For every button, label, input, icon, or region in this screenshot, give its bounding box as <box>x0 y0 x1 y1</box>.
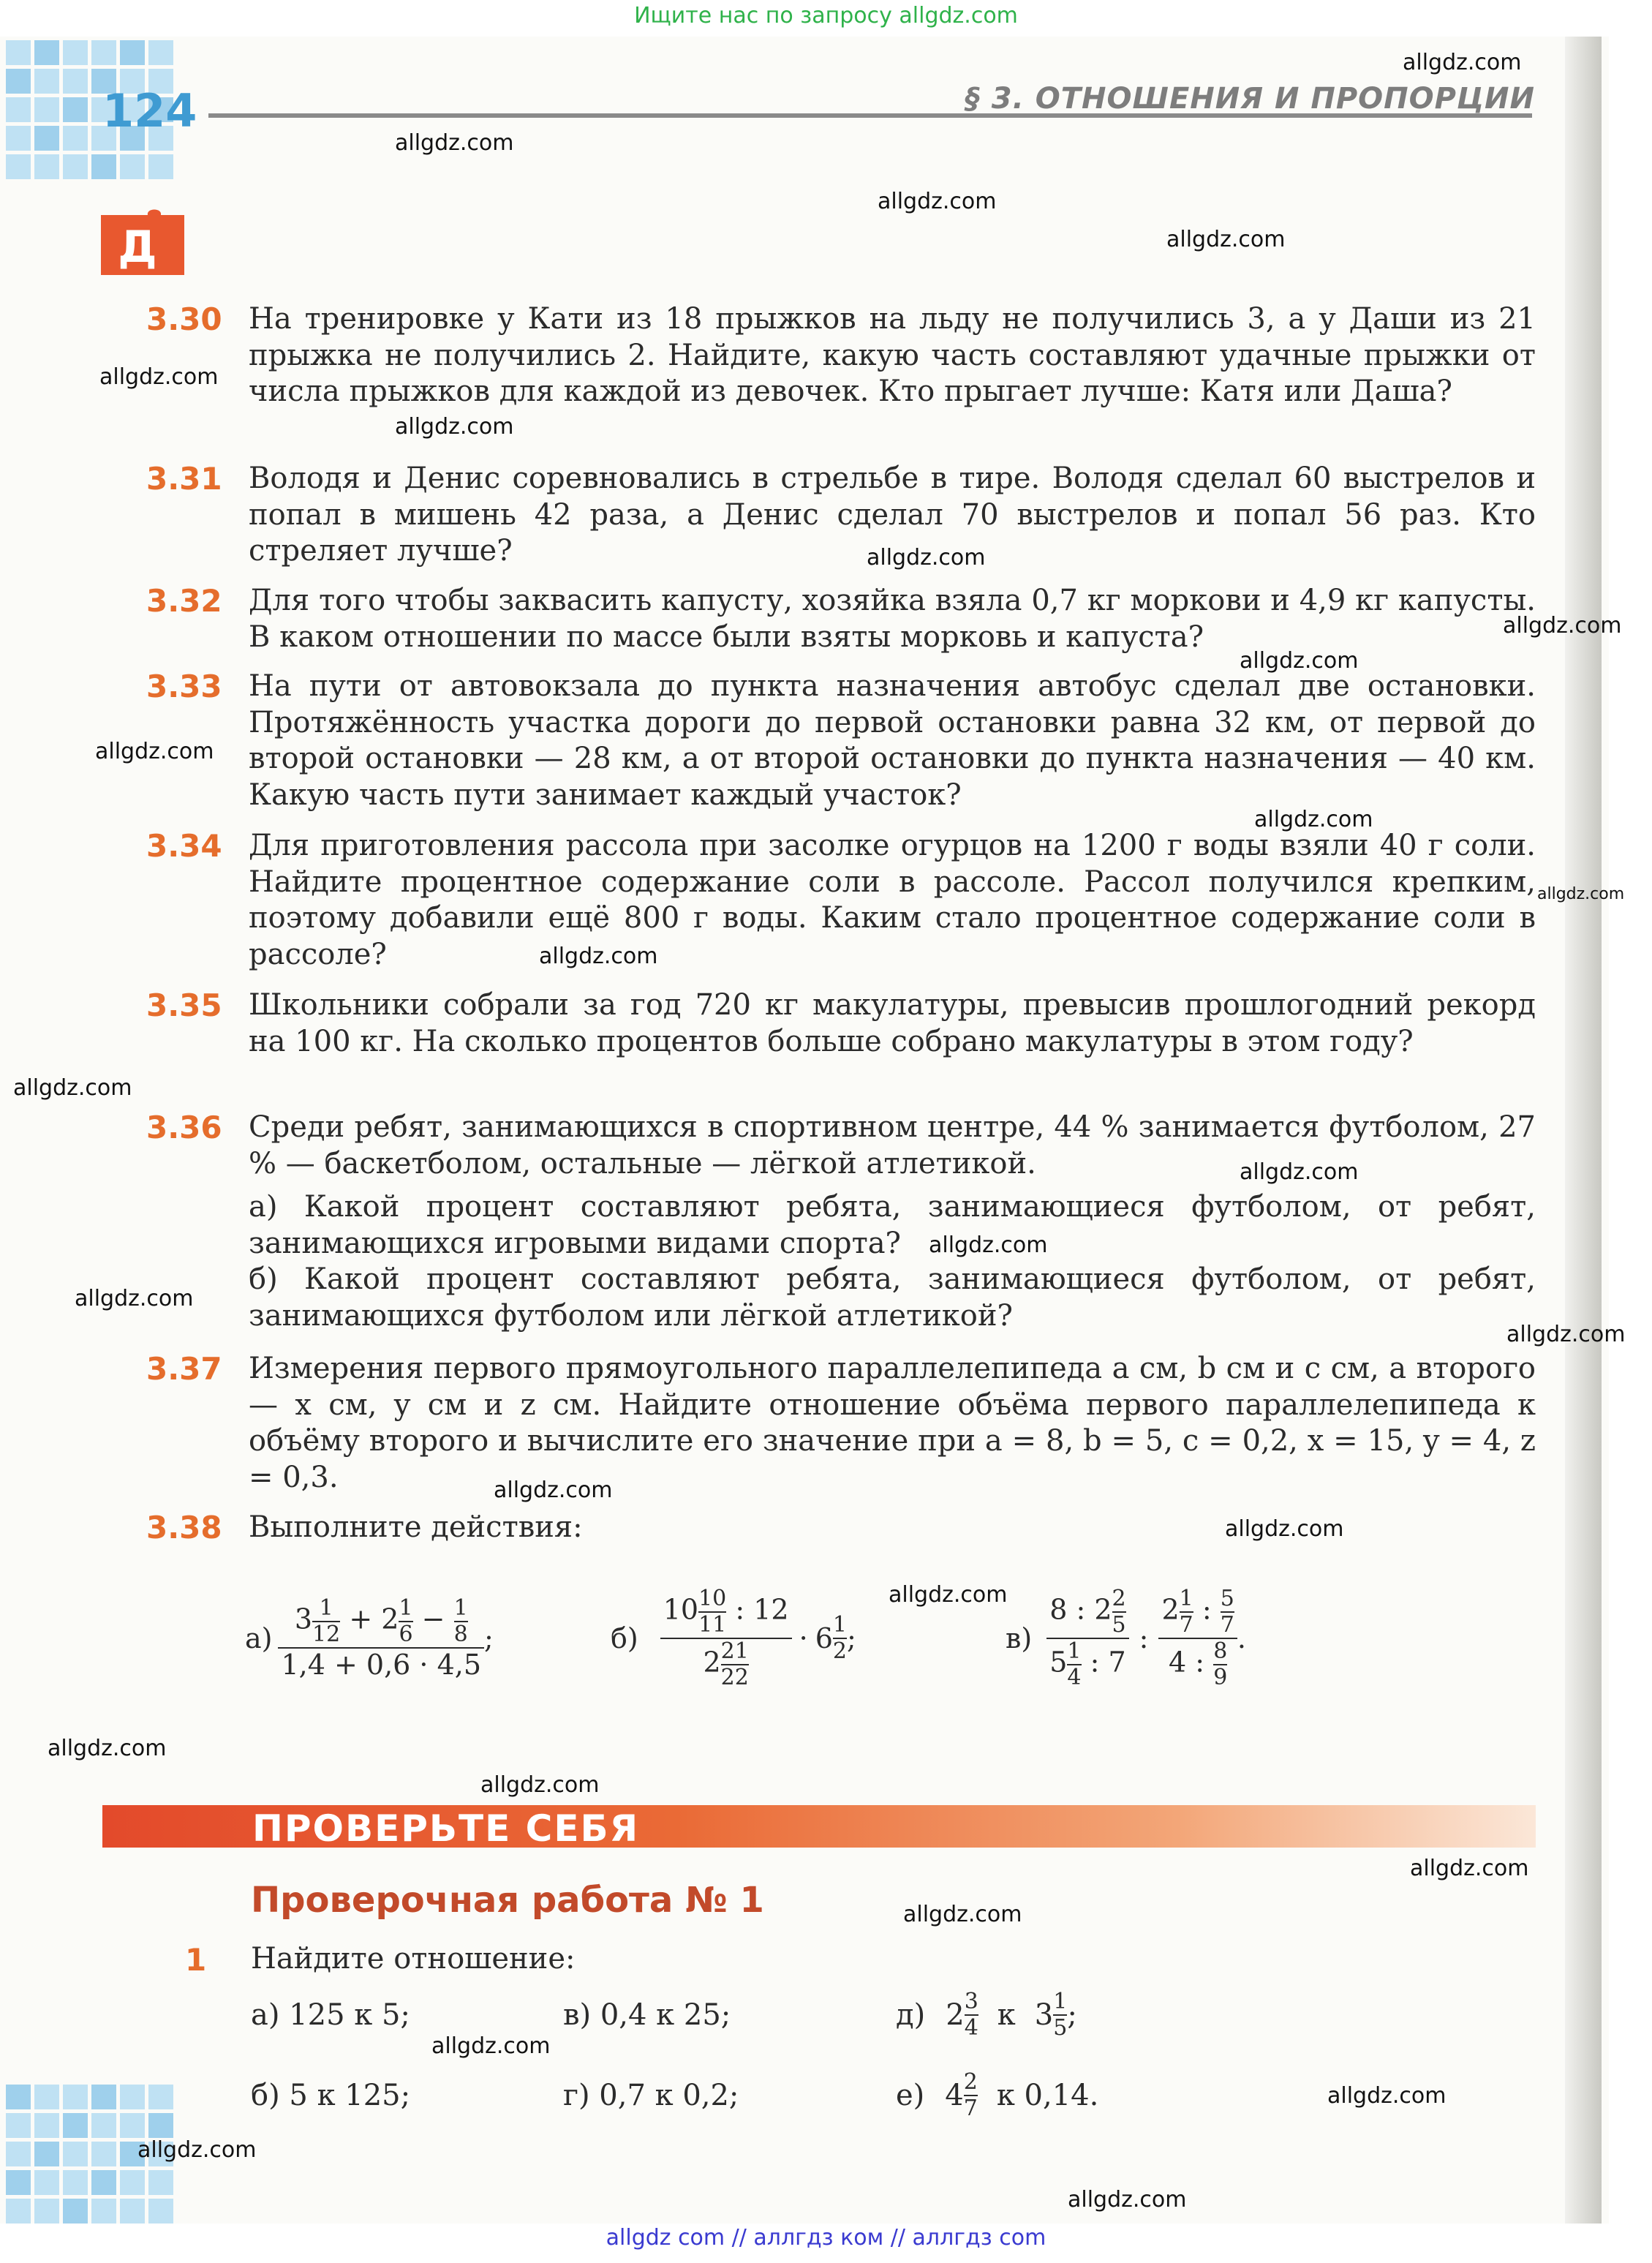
right-fraction <box>1158 1586 1237 1690</box>
den: 6 <box>399 1622 413 1647</box>
left-fraction <box>1046 1586 1128 1690</box>
small-fraction <box>1067 1639 1081 1690</box>
watermark: allgdz.com <box>929 1232 1048 1258</box>
watermark: allgdz.com <box>13 1075 132 1101</box>
watermark: allgdz.com <box>1068 2187 1187 2213</box>
small-fraction <box>1112 1586 1126 1638</box>
watermark: allgdz.com <box>395 130 514 156</box>
mixed-whole: 4 <box>945 2079 964 2112</box>
problem-number: 3.30 <box>146 301 222 337</box>
small-fraction <box>964 2070 978 2121</box>
small-fraction <box>1180 1586 1193 1638</box>
expr-label: б) <box>611 1622 638 1654</box>
task-number: 1 <box>185 1942 207 1978</box>
den: 4 <box>964 2015 978 2041</box>
watermark: allgdz.com <box>878 189 997 214</box>
small-fraction <box>721 1639 749 1690</box>
operator: : <box>1202 1593 1212 1626</box>
punct: ; <box>484 1622 494 1654</box>
problem-number: 3.37 <box>146 1351 222 1387</box>
small-fraction <box>1053 1989 1067 2041</box>
den: 12 <box>312 1622 341 1647</box>
option-text: в) 0,4 к 25; <box>563 1998 731 2032</box>
option-g <box>563 2059 739 2132</box>
watermark: allgdz.com <box>903 1902 1022 1927</box>
num: 1 <box>1179 1586 1193 1611</box>
fraction-numerator <box>1158 1586 1237 1638</box>
option-label: д) <box>896 1998 926 2032</box>
operand: 8 : 2 <box>1049 1593 1112 1626</box>
problem-number: 3.31 <box>146 461 222 497</box>
watermark: allgdz.com <box>1225 1516 1344 1542</box>
problem-text: Школьники собрали за год 720 кг макулатуры, превысив прошлогодний рекорд на 100 кг. На сколько процентов больше собрано макулатуры в этом году? <box>249 988 1536 1058</box>
option-label: е) <box>896 2079 925 2112</box>
punct: ; <box>1067 1998 1077 2032</box>
operator: − <box>421 1603 445 1635</box>
num: 1 <box>399 1595 413 1621</box>
punct: ; <box>846 1622 856 1654</box>
problem-text: На пути от автовокзала до пункта назначения автобус сделал две остановки. Протяжённость участка дороги до первой остановки равна 32 км, от первой до второй остановки — 28 км, а от второй остановки до пункта назначения — 40 км. Какую часть пути занимает каждый участок? <box>249 669 1536 812</box>
small-fraction <box>312 1596 340 1647</box>
option-a <box>251 1978 410 2052</box>
problem-subitem-b: б) Какой процент составляют ребята, занимающиеся футболом, от ребят, занимающихся футболом или лёгкой атлетикой? <box>249 1262 1536 1333</box>
main-fraction <box>660 1586 792 1690</box>
watermark: allgdz.com <box>1537 885 1625 903</box>
fraction-numerator <box>660 1586 792 1638</box>
option-d <box>896 1978 1077 2052</box>
num: 2 <box>1112 1586 1126 1611</box>
task-question: Найдите отношение: <box>251 1942 576 1976</box>
small-fraction <box>454 1596 468 1647</box>
problem-3-35 <box>146 987 1536 1060</box>
problem-number: 3.32 <box>146 583 222 619</box>
problem-text: Володя и Денис соревновались в стрельбе в тире. Володя сделал 60 выстрелов и попал в мишень 42 раза, а Денис сделал 70 выстрелов и попал 56 раз. Кто стреляет лучше? <box>249 462 1536 568</box>
den: 5 <box>1112 1612 1126 1638</box>
den: 11 <box>698 1612 727 1638</box>
page-number: 124 <box>102 84 197 138</box>
problem-number: 3.33 <box>146 669 222 704</box>
problem-3-37 <box>146 1351 1536 1496</box>
problem-number: 3.38 <box>146 1510 222 1545</box>
num: 1 <box>319 1595 333 1621</box>
problem-number: 3.36 <box>146 1110 222 1145</box>
small-fraction <box>833 1613 847 1664</box>
expressions-3-38 <box>245 1558 1305 1719</box>
num: 1 <box>832 1612 847 1638</box>
mixed-whole: 2 <box>946 1998 965 2032</box>
den: 7 <box>1179 1612 1193 1638</box>
section-title: § 3. ОТНОШЕНИЯ И ПРОПОРЦИИ <box>965 82 1535 116</box>
den: 4 <box>1067 1665 1082 1690</box>
fraction-numerator <box>1046 1586 1128 1638</box>
watermark: allgdz.com <box>480 1772 600 1798</box>
mixed-whole: 6 <box>815 1622 833 1654</box>
fraction-denominator <box>1046 1639 1128 1690</box>
fraction-denominator <box>700 1639 751 1690</box>
den: 9 <box>1213 1665 1228 1690</box>
num: 5 <box>1220 1586 1234 1611</box>
mixed-whole: 10 <box>663 1593 699 1626</box>
option-text: б) 5 к 125; <box>251 2079 411 2112</box>
watermark: allgdz.com <box>889 1582 1008 1608</box>
num: 1 <box>1067 1638 1082 1664</box>
small-fraction <box>399 1596 412 1647</box>
additional-tasks-badge <box>95 205 190 285</box>
small-fraction <box>698 1586 726 1638</box>
badge-letter: Д <box>118 222 157 273</box>
problem-text: Для приготовления рассола при засолке огурцов на 1200 г воды взяли 40 г соли. Найдите процентное содержание соли в рассоле. Рассол получился крепким, поэтому добавили ещё 800 г воды. Каким стало процентное содержание соли в рассоле? <box>249 829 1536 971</box>
mixed-whole: 2 <box>703 1646 721 1679</box>
problem-subitem-a: а) Какой процент составляют ребята, занимающиеся футболом, от ребят, занимающихся игровыми видами спорта? <box>249 1190 1536 1260</box>
option-e <box>896 2059 1098 2132</box>
den: 5 <box>1053 2015 1068 2041</box>
operator: · <box>799 1622 808 1654</box>
top-search-banner[interactable]: Ищите нас по запросу allgdz.com <box>634 3 1018 29</box>
watermark: allgdz.com <box>494 1477 613 1503</box>
num: 21 <box>720 1638 749 1664</box>
problem-text: Выполните действия: <box>249 1510 583 1544</box>
small-fraction <box>1213 1639 1227 1690</box>
fraction-denominator: 1,4 + 0,6 · 4,5 <box>281 1649 482 1681</box>
watermark: allgdz.com <box>1166 227 1286 252</box>
option-text: к 0,14. <box>996 2079 1099 2112</box>
watermark: allgdz.com <box>48 1736 167 1761</box>
problem-3-36 <box>146 1110 1536 1334</box>
watermark: allgdz.com <box>1410 1856 1529 1881</box>
mixed-whole: 3 <box>294 1603 313 1635</box>
watermark: allgdz.com <box>1254 807 1373 832</box>
num: 1 <box>1053 1989 1068 2014</box>
den: 7 <box>1220 1612 1234 1638</box>
option-b <box>251 2059 410 2132</box>
word-k: к <box>997 1998 1016 2032</box>
num: 10 <box>698 1586 727 1611</box>
watermark: allgdz.com <box>1240 1159 1359 1185</box>
page-binding-shadow <box>1565 37 1602 2224</box>
den: 22 <box>720 1665 749 1690</box>
den: 8 <box>453 1622 468 1647</box>
watermark: allgdz.com <box>99 364 219 390</box>
expression-b <box>611 1558 856 1719</box>
watermark: allgdz.com <box>1403 50 1522 75</box>
problem-text: Измерения первого прямоугольного параллелепипеда a см, b см и c см, а второго — x см, y см и z см. Найдите отношение объёма первого параллелепипеда к объёму второго и вычислите его значение при a = 8, b = 5, c = 0,2, x = 15, y = 4, z = 0,3. <box>249 1352 1536 1494</box>
num: 2 <box>963 2069 978 2095</box>
operand: 4 : <box>1169 1646 1205 1679</box>
watermark: allgdz.com <box>539 944 658 969</box>
watermark: allgdz.com <box>431 2033 551 2059</box>
operand: : 12 <box>735 1593 789 1626</box>
expr-label: а) <box>245 1622 273 1654</box>
watermark: allgdz.com <box>95 739 214 764</box>
watermark: allgdz.com <box>1506 1322 1626 1347</box>
problem-3-33 <box>146 669 1536 813</box>
watermark: allgdz.com <box>137 2137 257 2163</box>
option-text: г) 0,7 к 0,2; <box>563 2079 739 2112</box>
operand: : 7 <box>1090 1646 1126 1679</box>
expr-label: в) <box>1006 1622 1033 1654</box>
num: 3 <box>964 1989 978 2014</box>
problem-3-30 <box>146 301 1536 410</box>
fraction-denominator <box>1166 1639 1230 1690</box>
problem-number: 3.34 <box>146 828 222 864</box>
mixed-whole: 3 <box>1034 1998 1054 2032</box>
puzzle-badge-icon <box>95 205 190 285</box>
watermark: allgdz.com <box>1503 613 1622 639</box>
watermark: allgdz.com <box>395 414 514 440</box>
num: 8 <box>1213 1638 1228 1664</box>
problem-3-34 <box>146 828 1536 973</box>
expression-c <box>1006 1558 1246 1719</box>
watermark: allgdz.com <box>1240 648 1359 674</box>
option-text: а) 125 к 5; <box>251 1998 410 2032</box>
mixed-whole: 5 <box>1049 1646 1068 1679</box>
fraction-numerator <box>292 1596 471 1647</box>
mixed-whole: 2 <box>1161 1593 1180 1626</box>
problem-3-31 <box>146 461 1536 570</box>
small-fraction <box>1221 1586 1234 1638</box>
problem-text: На тренировке у Кати из 18 прыжков на льду не получились 3, а у Даши из 21 прыжка не получились 2. Найдите, какую часть составляют удачные прыжки от числа прыжков для каждой из девочек. Кто прыгает лучше: Катя или Даша? <box>249 302 1536 408</box>
problem-text: Для того чтобы заквасить капусту, хозяйка взяла 0,7 кг моркови и 4,9 кг капусты. В каком отношении по массе были взяты морковь и капуста? <box>249 584 1536 654</box>
operator: : <box>1139 1622 1149 1654</box>
problem-number: 3.35 <box>146 987 222 1023</box>
den: 7 <box>963 2096 978 2121</box>
num: 1 <box>453 1595 468 1621</box>
punct: . <box>1237 1622 1246 1654</box>
problem-text: Среди ребят, занимающихся в спортивном центре, 44 % занимается футболом, 27 % — баскетболом, остальные — лёгкой атлетикой. <box>249 1110 1536 1181</box>
watermark: allgdz.com <box>1327 2083 1447 2109</box>
bottom-search-banner[interactable]: allgdz com // аллгдз ком // аллгдз com <box>606 2225 1046 2251</box>
den: 2 <box>832 1638 847 1664</box>
watermark: allgdz.com <box>867 545 986 571</box>
watermark: allgdz.com <box>75 1286 194 1311</box>
check-yourself-title: ПРОВЕРЬТЕ СЕБЯ <box>252 1807 640 1850</box>
problem-3-32 <box>146 583 1536 655</box>
check-yourself-banner <box>102 1805 1536 1848</box>
test-title: Проверочная работа № 1 <box>251 1880 764 1921</box>
small-fraction <box>965 1989 978 2041</box>
main-fraction <box>278 1596 484 1681</box>
expression-a <box>245 1558 494 1719</box>
operator: + <box>349 1603 373 1635</box>
option-v <box>563 1978 731 2052</box>
mixed-whole: 2 <box>381 1603 399 1635</box>
